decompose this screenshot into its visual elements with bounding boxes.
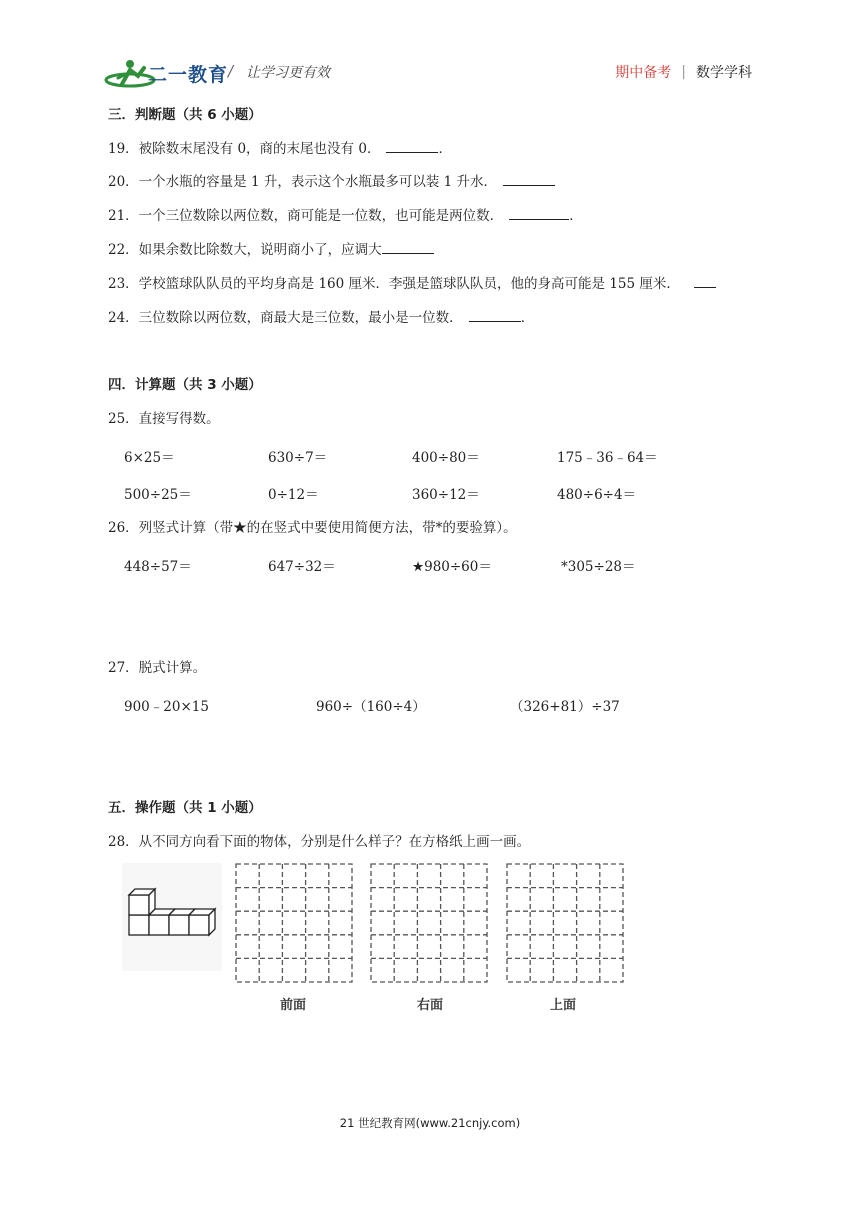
- header-slash: /: [228, 62, 234, 80]
- header-right: [615, 62, 752, 82]
- header-divider: |: [681, 64, 686, 80]
- q21-end: ．: [569, 208, 583, 224]
- q20: [108, 173, 555, 191]
- logo-text: 二一教育: [148, 64, 229, 86]
- q20-blank[interactable]: [503, 173, 555, 186]
- q25-expr: 0÷12＝: [268, 487, 319, 503]
- q27-text: 27．脱式计算。: [108, 660, 207, 676]
- q19-end: ．: [438, 141, 452, 157]
- q26-expr: *305÷28＝: [561, 559, 636, 575]
- q24: [108, 309, 534, 327]
- q21-text: 21．一个三位数除以两位数，商可能是一位数，也可能是两位数．: [108, 208, 504, 224]
- q28-text: 28．从不同方向看下面的物体，分别是什么样子？在方格纸上画一画。: [108, 834, 531, 850]
- q19-text: 19．被除数末尾没有 0，商的末尾也没有 0．: [108, 141, 381, 157]
- q25-text: 25．直接写得数。: [108, 411, 220, 427]
- q24-text: 24．三位数除以两位数，商最大是三位数，最小是一位数．: [108, 310, 463, 326]
- q24-blank[interactable]: [469, 309, 521, 322]
- q25-expr: 630÷7＝: [268, 450, 328, 466]
- header-slogan: 让学习更有效: [246, 65, 330, 81]
- q26-expr: 647÷32＝: [268, 559, 336, 575]
- q25-expr: 480÷6÷4＝: [557, 487, 637, 503]
- footer: 21 世纪教育网(www.21cnjy.com): [339, 1116, 521, 1130]
- q27-expr: （326+81）÷37: [510, 699, 620, 715]
- q25-expr: 175﹣36﹣64＝: [557, 450, 658, 466]
- q26-text: 26．列竖式计算（带★的在竖式中要使用简便方法，带*的要验算）。: [108, 520, 517, 536]
- q26-expr: ★980÷60＝: [412, 559, 492, 575]
- q25-expr: 500÷25＝: [124, 487, 192, 503]
- q22: [108, 241, 434, 259]
- caption-top: 上面: [550, 998, 577, 1013]
- q23: [108, 275, 716, 293]
- caption-right: 右面: [417, 998, 444, 1013]
- q20-text: 20．一个水瓶的容量是 1 升，表示这个水瓶最多可以装 1 升水．: [108, 174, 498, 190]
- header-subject: 数学学科: [696, 65, 752, 81]
- q24-end: ．: [520, 310, 535, 326]
- header-exam: 期中备考: [615, 65, 672, 81]
- q19-blank[interactable]: [386, 140, 438, 153]
- cube-figure: [122, 863, 222, 971]
- q25-expr: 360÷12＝: [412, 487, 480, 503]
- q27-expr: 960÷（160÷4）: [316, 699, 426, 715]
- grid-front[interactable]: [234, 862, 354, 984]
- q23-blank[interactable]: [694, 275, 716, 288]
- q25-expr: 400÷80＝: [412, 450, 480, 466]
- q21-blank[interactable]: [509, 207, 569, 220]
- q21: [108, 207, 583, 225]
- q26-expr: 448÷57＝: [124, 559, 192, 575]
- section4-title: 四．计算题（共 3 小题）: [108, 377, 262, 393]
- q19: [108, 140, 452, 158]
- grid-top[interactable]: [505, 862, 625, 984]
- q22-blank[interactable]: [382, 241, 434, 254]
- q22-text: 22．如果余数比除数大，说明商小了，应调大: [108, 242, 382, 258]
- caption-front: 前面: [280, 998, 307, 1013]
- q25-expr: 6×25＝: [124, 450, 175, 466]
- q23-text: 23．学校篮球队队员的平均身高是 160 厘米．李强是篮球队队员，他的身高可能是 155 厘米．: [108, 276, 680, 292]
- grid-right[interactable]: [369, 862, 489, 984]
- section3-title: 三．判断题（共 6 小题）: [108, 107, 262, 123]
- section5-title: 五．操作题（共 1 小题）: [108, 800, 262, 816]
- q27-expr: 900﹣20×15: [124, 699, 209, 715]
